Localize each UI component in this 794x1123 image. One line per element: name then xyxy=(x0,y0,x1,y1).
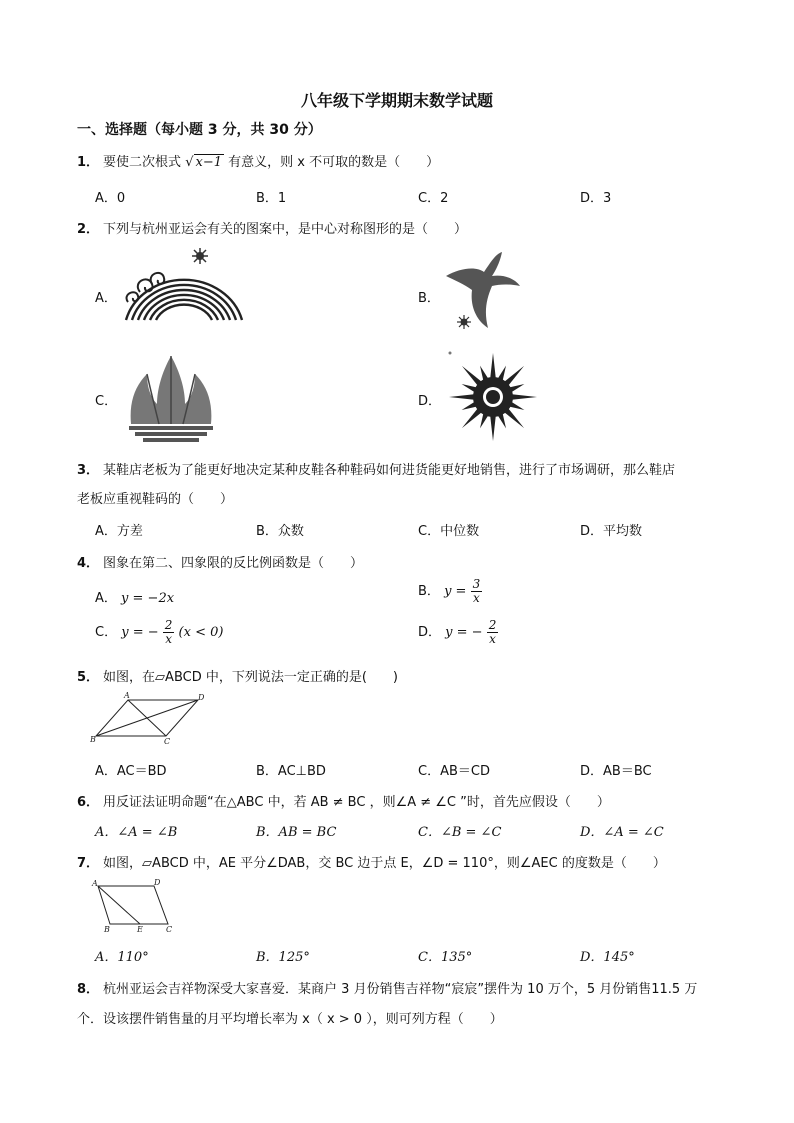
question-text: 杭州亚运会吉祥物深受大家喜爱．某商户 3 月份销售吉祥物“宸宸”摆件为 10 万个，5 月份销售11.5 万 xyxy=(103,982,698,997)
q1-option-a[interactable]: A．0 xyxy=(95,191,126,206)
numerator: 3 xyxy=(472,577,481,591)
numerator: 2 xyxy=(488,618,497,632)
q7-option-c[interactable]: C．135° xyxy=(418,950,473,965)
point-label-b: B xyxy=(104,925,110,934)
question-text: 某鞋店老板为了能更好地决定某种皮鞋各种鞋码如何进货能更好地销售，进行了市场调研，那么鞋店 xyxy=(103,463,676,478)
question-text-after: 有意义，则 x 不可取的数是（ ） xyxy=(228,155,440,170)
question-3 xyxy=(77,459,675,478)
question-number: 4． xyxy=(77,556,100,571)
question-2 xyxy=(77,218,467,237)
question-number: 6． xyxy=(77,795,100,810)
q6-option-d[interactable]: D．∠A = ∠C xyxy=(580,825,664,840)
sun-ray xyxy=(449,394,475,400)
q4-option-b[interactable] xyxy=(418,578,482,605)
fraction xyxy=(163,619,175,646)
question-8-line-2: 个．设该摆件销售量的月平均增长率为 x（ x > 0 ），则可列方程（ ） xyxy=(77,1012,503,1027)
denominator: x xyxy=(473,591,480,605)
q4-option-d[interactable] xyxy=(418,619,498,646)
q2-option-d[interactable]: D． xyxy=(418,394,442,409)
fish-emblem-icon xyxy=(440,250,530,335)
q2-option-b[interactable]: B． xyxy=(418,291,440,306)
option-formula-lhs: y = xyxy=(444,584,467,599)
q7-option-b[interactable]: B．125° xyxy=(256,950,310,965)
point-label-d: D xyxy=(198,693,205,702)
point-label-c: C xyxy=(166,925,173,934)
q5-option-b[interactable]: B．AC⊥BD xyxy=(256,764,326,779)
question-number: 7． xyxy=(77,856,100,871)
question-number: 2． xyxy=(77,222,100,237)
question-1 xyxy=(77,151,439,170)
q3-option-a[interactable]: A．方差 xyxy=(95,524,143,539)
q3-option-d[interactable]: D．平均数 xyxy=(580,524,643,539)
question-3-line-2: 老板应重视鞋码的（ ） xyxy=(77,492,234,507)
fraction xyxy=(487,619,499,646)
option-formula-lhs: y = − xyxy=(445,625,483,640)
q6-option-b[interactable]: B．AB = BC xyxy=(256,825,337,840)
option-label: D． xyxy=(418,625,442,640)
option-label: C． xyxy=(95,625,118,640)
section-heading: 一、选择题（每小题 3 分，共 30 分） xyxy=(77,122,322,138)
sun-ray xyxy=(490,415,496,441)
point-label-a: A xyxy=(92,879,98,888)
question-number: 3． xyxy=(77,463,100,478)
q5-option-d[interactable]: D．AB＝BC xyxy=(580,764,652,779)
sun-ray xyxy=(511,394,537,400)
denominator: x xyxy=(165,632,172,646)
q6-option-c[interactable]: C．∠B = ∠C xyxy=(418,825,502,840)
fraction xyxy=(471,578,483,605)
q2-option-a[interactable]: A． xyxy=(95,291,117,306)
option-label: B． xyxy=(418,584,440,599)
page-title: 八年级下学期期末数学试题 xyxy=(300,91,493,110)
option-condition: (x < 0) xyxy=(178,625,224,640)
q3-option-b[interactable]: B．众数 xyxy=(256,524,304,539)
question-text: 下列与杭州亚运会有关的图案中，是中心对称图形的是（ ） xyxy=(103,222,468,237)
question-4 xyxy=(77,552,363,571)
q2-option-c[interactable]: C． xyxy=(95,394,118,409)
q1-option-b[interactable]: B．1 xyxy=(256,191,287,206)
question-5 xyxy=(77,666,398,685)
q7-option-d[interactable]: D．145° xyxy=(580,950,635,965)
point-label-a: A xyxy=(124,692,130,700)
option-formula: y = −2x xyxy=(121,591,175,606)
parallelogram-diagram-q5 xyxy=(90,692,210,744)
point-label-b: B xyxy=(90,735,96,744)
q5-option-c[interactable]: C．AB＝CD xyxy=(418,764,490,779)
question-text: 图象在第二、四象限的反比例函数是（ ） xyxy=(103,556,364,571)
q3-option-c[interactable]: C．中位数 xyxy=(418,524,480,539)
numerator: 2 xyxy=(164,618,173,632)
question-text: 用反证法证明命题“在△ABC 中，若 AB ≠ BC ，则∠A ≠ ∠C ”时，首先应假设（ ） xyxy=(103,795,610,810)
sun-emblem-icon xyxy=(446,350,540,444)
denominator: x xyxy=(489,632,496,646)
question-number: 1． xyxy=(77,155,100,170)
option-formula-lhs: y = − xyxy=(121,625,159,640)
radicand: x−1 xyxy=(195,155,222,170)
parallelogram-diagram-q7 xyxy=(90,878,174,934)
point-label-e: E xyxy=(137,925,143,934)
q7-option-a[interactable]: A．110° xyxy=(95,950,149,965)
point-label-c: C xyxy=(164,737,171,744)
question-6 xyxy=(77,791,610,810)
option-label: A． xyxy=(95,591,117,606)
rainbow-emblem-icon xyxy=(118,246,248,326)
q5-option-a[interactable]: A．AC＝BD xyxy=(95,764,167,779)
q1-option-c[interactable]: C．2 xyxy=(418,191,449,206)
question-text: 要使二次根式 xyxy=(103,155,182,170)
q4-option-a[interactable] xyxy=(95,587,174,606)
q1-option-d[interactable]: D．3 xyxy=(580,191,612,206)
question-7 xyxy=(77,852,666,871)
q4-option-c[interactable] xyxy=(95,619,223,646)
q6-option-a[interactable]: A．∠A = ∠B xyxy=(95,825,178,840)
sqrt-expression: √ x−1 xyxy=(185,155,222,170)
question-text: 如图，▱ABCD 中，AE 平分∠DAB，交 BC 边于点 E，∠D = 110°，则∠AEC 的度数是（ ） xyxy=(103,856,666,871)
question-8 xyxy=(77,978,697,997)
lotus-emblem-icon xyxy=(125,352,217,444)
point-label-d: D xyxy=(154,878,161,887)
sun-ray xyxy=(490,353,496,379)
question-number: 8． xyxy=(77,982,100,997)
question-number: 5． xyxy=(77,670,100,685)
question-text: 如图，在▱ABCD 中，下列说法一定正确的是( ) xyxy=(103,670,398,685)
